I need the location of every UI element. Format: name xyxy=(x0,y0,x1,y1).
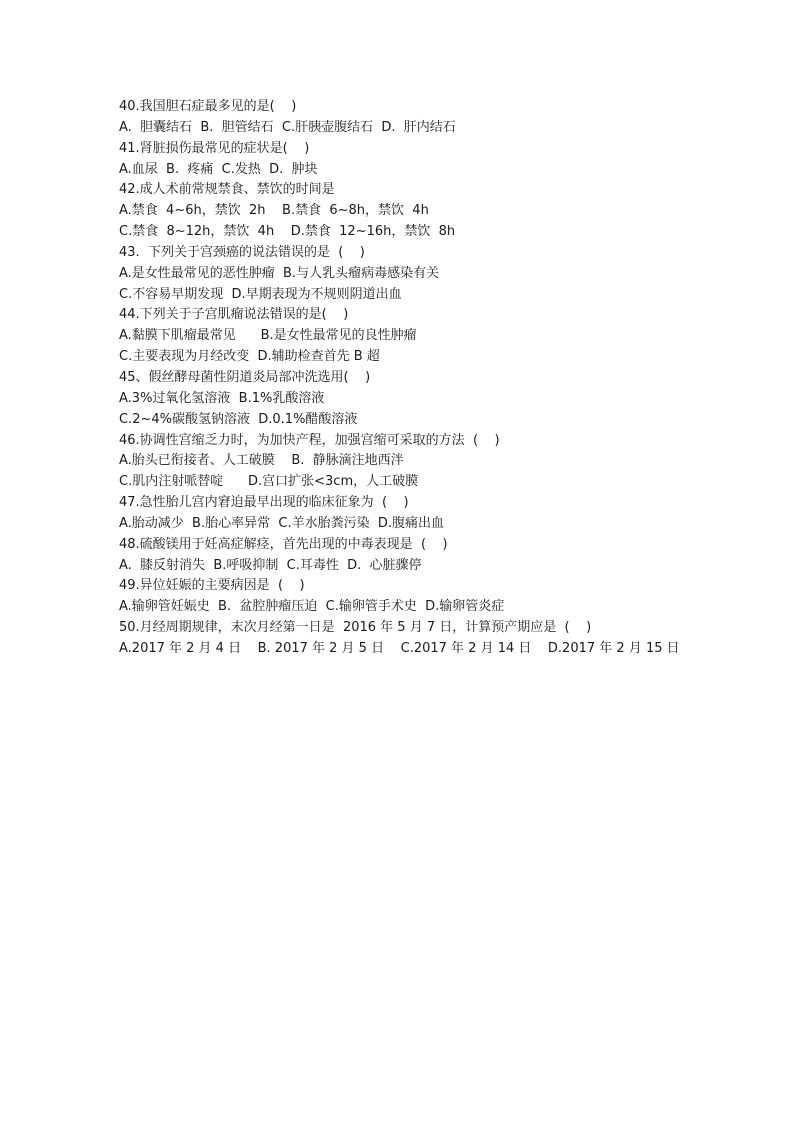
question-list xyxy=(119,97,679,660)
question-44-options-cd: C.主要表现为月经改变 D.辅助检查首先 B 超 xyxy=(119,349,380,365)
question-48-options: A. 膝反射消失 B.呼吸抑制 C.耳毒性 D. 心脏骤停 xyxy=(119,557,422,573)
question-40-options: A. 胆囊结石 B. 胆管结石 C.肝胰壶腹结石 D. 肝内结石 xyxy=(119,119,456,135)
question-42-stem: 42.成人术前常规禁食、禁饮的时间是 xyxy=(119,182,335,198)
question-41-options: A.血尿 B. 疼痛 C.发热 D. 肿块 xyxy=(119,161,318,177)
question-49-stem: 49.异位妊娠的主要病因是 ( ) xyxy=(119,578,305,594)
question-42-options-cd: C.禁食 8~12h，禁饮 4h D.禁食 12~16h，禁饮 8h xyxy=(119,224,456,240)
question-43-options-ab: A.是女性最常见的恶性肿瘤 B.与人乳头瘤病毒感染有关 xyxy=(119,265,440,281)
question-49-options: A.输卵管妊娠史 B. 盆腔肿瘤压迫 C.输卵管手术史 D.输卵管炎症 xyxy=(119,599,505,615)
question-40-stem: 40.我国胆石症最多见的是( ) xyxy=(119,99,297,114)
question-48-stem: 48.硫酸镁用于妊高症解痉，首先出现的中毒表现是 ( ) xyxy=(119,536,448,552)
question-45-options-ab: A.3%过氧化氢溶液 B.1%乳酸溶液 xyxy=(119,390,325,406)
question-45-stem: 45、假丝酵母菌性阴道炎局部冲洗选用( ) xyxy=(119,369,371,385)
question-50-stem: 50.月经周期规律，末次月经第一日是 2016 年 5 月 7 日，计算预产期应是 ( ) xyxy=(119,620,592,636)
question-44-options-ab: A.黏膜下肌瘤最常见 B.是女性最常见的良性肿瘤 xyxy=(119,328,417,344)
question-41-stem: 41.肾脏损伤最常见的症状是( ) xyxy=(119,140,310,156)
question-46-options-cd: C.肌内注射哌替啶 D.宫口扩张<3cm，人工破膜 xyxy=(119,474,419,490)
question-47-stem: 47.急性胎儿宫内窘迫最早出现的临床征象为 ( ) xyxy=(119,495,409,511)
question-42-options-ab: A.禁食 4~6h，禁饮 2h B.禁食 6~8h，禁饮 4h xyxy=(119,203,429,219)
question-46-stem: 46.协调性宫缩乏力时，为加快产程，加强宫缩可采取的方法 ( ) xyxy=(119,432,500,448)
question-43-stem: 43. 下列关于宫颈癌的说法错误的是 ( ) xyxy=(119,244,365,260)
question-43-options-cd: C.不容易早期发现 D.早期表现为不规则阴道出血 xyxy=(119,286,402,302)
question-47-options: A.胎动减少 B.胎心率异常 C.羊水胎粪污染 D.腹痛出血 xyxy=(119,515,444,531)
question-44-stem: 44.下列关于子宫肌瘤说法错误的是( ) xyxy=(119,307,349,323)
question-50-options: A.2017 年 2 月 4 日 B. 2017 年 2 月 5 日 C.2017 年 2 月 14 日 D.2017 年 2 月 15 日 xyxy=(119,640,680,656)
question-46-options-ab: A.胎头已衔接者、人工破膜 B. 静脉滴注地西泮 xyxy=(119,453,404,469)
question-45-options-cd: C.2~4%碳酸氢钠溶液 D.0.1%醋酸溶液 xyxy=(119,411,358,427)
